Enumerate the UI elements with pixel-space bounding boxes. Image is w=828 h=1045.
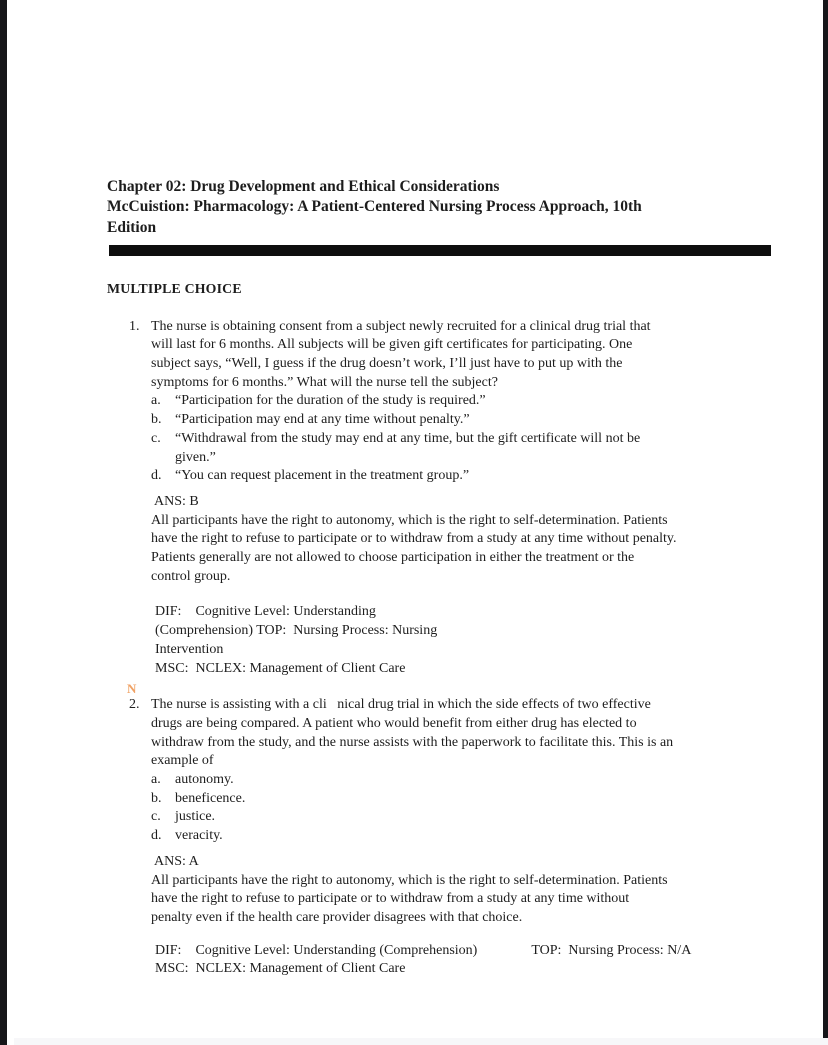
option-text [175, 392, 486, 411]
option-letter: a. [151, 772, 161, 788]
option-letter: c. [151, 809, 161, 825]
rationale-line: Patients generally are not allowed to choose participation in either the treatment or the [151, 550, 635, 566]
option-text-line: justice. [175, 809, 216, 825]
chapter-title-line: Chapter 02: Drug Development and Ethical Considerations [107, 178, 500, 195]
rationale-line: All participants have the right to autonomy, which is the right to self-determination. Patients [151, 872, 668, 888]
option-text-line: “Participation for the duration of the study is required.” [175, 393, 486, 409]
answer-key: ANS: A [154, 853, 199, 869]
answer-option-c [151, 430, 775, 467]
option-text [175, 771, 234, 790]
answer-option-d [151, 467, 775, 486]
rationale [151, 872, 775, 928]
rationale-line: control group. [151, 568, 231, 584]
document-page [7, 0, 823, 1045]
metadata-top: TOP: Nursing Process: N/A [531, 942, 692, 958]
option-text-line: beneficence. [175, 790, 246, 806]
option-text-line: “You can request placement in the treatment group.” [175, 468, 470, 484]
question-stem-line: withdraw from the study, and the nurse assists with the paperwork to facilitate this. This is an [151, 734, 674, 750]
question-number: 2. [129, 697, 140, 713]
option-text-line: “Withdrawal from the study may end at any time, but the gift certificate will not be [175, 430, 641, 446]
answer-option-a [151, 392, 775, 411]
question-stem-line: example of [151, 753, 214, 769]
option-text [175, 411, 470, 430]
answer-option-b [151, 411, 775, 430]
margin-annotation-n: N [127, 681, 137, 697]
chapter-title [107, 177, 775, 238]
metadata-dif-top-row [155, 942, 775, 961]
metadata-dif: DIF: Cognitive Level: Understanding (Comprehension) [155, 942, 478, 958]
question-body [151, 318, 775, 486]
option-text-line: “Participation may end at any time without penalty.” [175, 412, 470, 428]
option-text [175, 790, 245, 809]
option-letter: c. [151, 430, 161, 446]
question-metadata [155, 942, 775, 979]
document-content [107, 177, 775, 979]
page-bottom-edge [14, 1038, 828, 1045]
section-heading: MULTIPLE CHOICE [107, 280, 242, 296]
metadata-msc-line: MSC: NCLEX: Management of Client Care [155, 961, 406, 977]
question-stem-line: subject says, “Well, I guess if the drug doesn’t work, I’ll just have to put up with the [151, 356, 623, 371]
answer-option-d [151, 827, 775, 846]
question-1 [107, 318, 775, 486]
question-stem-line: symptoms for 6 months.” What will the nurse tell the subject? [151, 374, 498, 390]
option-letter: d. [151, 468, 162, 484]
metadata-top-line: Intervention [155, 641, 224, 657]
option-text [175, 430, 640, 467]
metadata-top-line: (Comprehension) TOP: Nursing Process: Nursing [155, 623, 438, 639]
answer-option-a [151, 771, 775, 790]
book-title-line: McCuistion: Pharmacology: A Patient-Centered Nursing Process Approach, 10th [107, 198, 642, 216]
question-2 [107, 696, 775, 846]
rationale-line: All participants have the right to autonomy, which is the right to self-determination. Patients [151, 512, 668, 528]
question-number: 1. [129, 318, 140, 334]
metadata-dif-line: DIF: Cognitive Level: Understanding [155, 604, 376, 620]
option-text-line: given.” [175, 449, 216, 465]
option-letter: a. [151, 393, 161, 409]
metadata-msc-line: MSC: NCLEX: Management of Client Care [155, 660, 406, 676]
option-text [175, 808, 215, 827]
option-letter: b. [151, 412, 162, 428]
rationale-line: have the right to refuse to participate or to withdraw from a study at any time without [151, 891, 630, 907]
book-title-line: Edition [107, 218, 157, 236]
question-stem-line: drugs are being compared. A patient who would benefit from either drug has elected to [151, 715, 637, 731]
answer-option-c [151, 808, 775, 827]
option-text [175, 827, 223, 846]
title-divider-bar [109, 245, 771, 256]
option-letter: d. [151, 828, 162, 844]
question-body [151, 696, 775, 846]
question-stem-line: The nurse is assisting with a cli nical drug trial in which the side effects of two effective [151, 697, 651, 713]
option-text [175, 467, 469, 486]
question-metadata [155, 603, 775, 678]
answer-option-b [151, 790, 775, 809]
question-stem-line: will last for 6 months. All subjects will be given gift certificates for participating. One [151, 337, 633, 353]
option-text-line: veracity. [175, 828, 223, 844]
option-letter: b. [151, 790, 162, 806]
rationale [151, 512, 775, 587]
rationale-line: have the right to refuse to participate or to withdraw from a study at any time without penalty. [151, 531, 677, 547]
answer-key: ANS: B [154, 493, 199, 509]
question-stem-line: The nurse is obtaining consent from a subject newly recruited for a clinical drug trial that [151, 318, 651, 334]
option-text-line: autonomy. [175, 772, 234, 788]
rationale-line: penalty even if the health care provider disagrees with that choice. [151, 909, 523, 925]
